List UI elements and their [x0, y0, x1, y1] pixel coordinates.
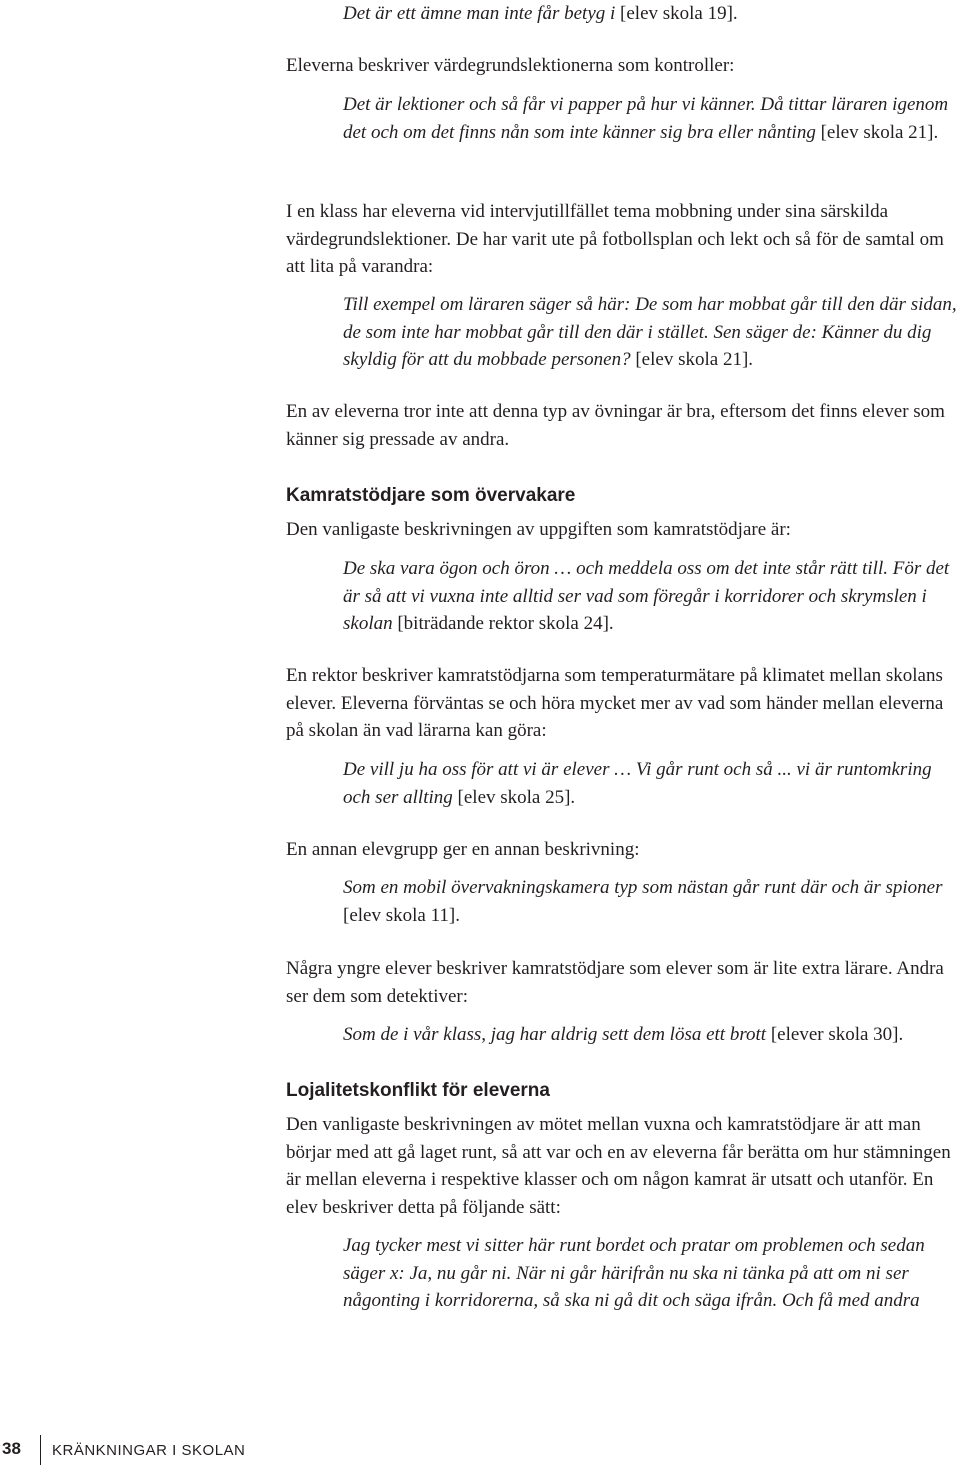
quote-source: [elev skola 21].: [630, 349, 754, 370]
section-heading: Lojalitetskonflikt för eleverna: [286, 1080, 550, 1101]
quote-text: Jag tycker mest vi sitter här runt bordet och pratar om problemen och sedan säger x: Ja, nu går ni. När ni går härifrån nu ska ni tänka på att om ni ser någonting i korridorerna, så ska ni gå dit och säga ifrån. Och få med andra: [343, 1235, 925, 1311]
body-paragraph: Den vanligaste beskrivningen av uppgiften som kamratstödjare är:: [286, 519, 791, 540]
section-heading: Kamratstödjare som övervakare: [286, 485, 576, 506]
quote-source: [biträdande rektor skola 24].: [392, 613, 614, 634]
body-paragraph: Den vanligaste beskrivningen av mötet mellan vuxna och kamratstödjare är att man börjar med att gå laget runt, så att var och en av eleverna får berätta om hur stämningen är mellan eleverna i respektive klasser och om någon kamrat är utsatt och utanför. En elev beskriver detta på följande sätt:: [286, 1114, 951, 1218]
quote-text: Till exempel om läraren säger så här: De som har mobbat går till den där sidan, de som inte har mobbat går till den där i stället. Sen säger de: Känner du dig skyldig för att du mobbade personen?: [343, 294, 957, 370]
running-title: KRÄNKNINGAR I SKOLAN: [52, 1442, 246, 1459]
quote-text: De ska vara ögon och öron … och meddela oss om det inte står rätt till. För det är så att vi vuxna inte alltid ser vad som föregår i korridorer och skrymslen i skolan: [343, 558, 950, 634]
quote-source: [elev skola 19].: [615, 3, 738, 24]
footer-divider: [40, 1435, 41, 1465]
interview-quote: [343, 874, 957, 929]
quote-text: Som en mobil övervakningskamera typ som nästan går runt där och är spioner: [343, 877, 943, 898]
body-paragraph: Eleverna beskriver värdegrundslektionerna som kontroller:: [286, 55, 735, 76]
page-number: 38: [2, 1439, 21, 1458]
body-paragraph: En annan elevgrupp ger en annan beskrivning:: [286, 839, 640, 860]
quote-text: Det är lektioner och så får vi papper på hur vi känner. Då tittar läraren igenom det och om det finns nån som inte känner sig bra eller nånting: [343, 94, 949, 143]
quote-source: [elev skola 21].: [815, 121, 939, 143]
interview-quote: [343, 1021, 957, 1049]
body-paragraph: Några yngre elever beskriver kamratstödjare som elever som är lite extra lärare. Andra ser dem som detektiver:: [286, 958, 944, 1007]
quote-text: De vill ju ha oss för att vi är elever … Vi går runt och så ... vi är runtomkring och ser allting: [343, 759, 932, 808]
page-footer: [0, 1435, 400, 1465]
body-paragraph: I en klass har eleverna vid intervjutillfället tema mobbning under sina särskilda värdegrundslektioner. De har varit ute på fotbollsplan och lekt och så för de samtal om att lita på varandra:: [286, 201, 944, 277]
quote-text: Det är ett ämne man inte får betyg i: [343, 3, 616, 24]
interview-quote: [343, 756, 957, 811]
interview-quote: [343, 555, 957, 638]
body-paragraph: En rektor beskriver kamratstödjarna som temperaturmätare på klimatet mellan skolans elever. Eleverna förväntas se och höra mycket mer av vad som händer mellan eleverna på skolan än vad lärarna kan göra:: [286, 665, 944, 741]
interview-quote: [343, 91, 957, 146]
interview-quote: [343, 1232, 957, 1315]
quote-source: [elev skola 11].: [343, 904, 460, 926]
body-paragraph: En av eleverna tror inte att denna typ av övningar är bra, eftersom det finns elever som känner sig pressade av andra.: [286, 401, 945, 450]
interview-quote: [343, 0, 957, 28]
quote-source: [elev skola 25].: [452, 786, 576, 808]
interview-quote: [343, 291, 957, 374]
quote-source: [elever skola 30].: [766, 1024, 904, 1045]
quote-text: Som de i vår klass, jag har aldrig sett dem lösa ett brott: [343, 1024, 767, 1045]
